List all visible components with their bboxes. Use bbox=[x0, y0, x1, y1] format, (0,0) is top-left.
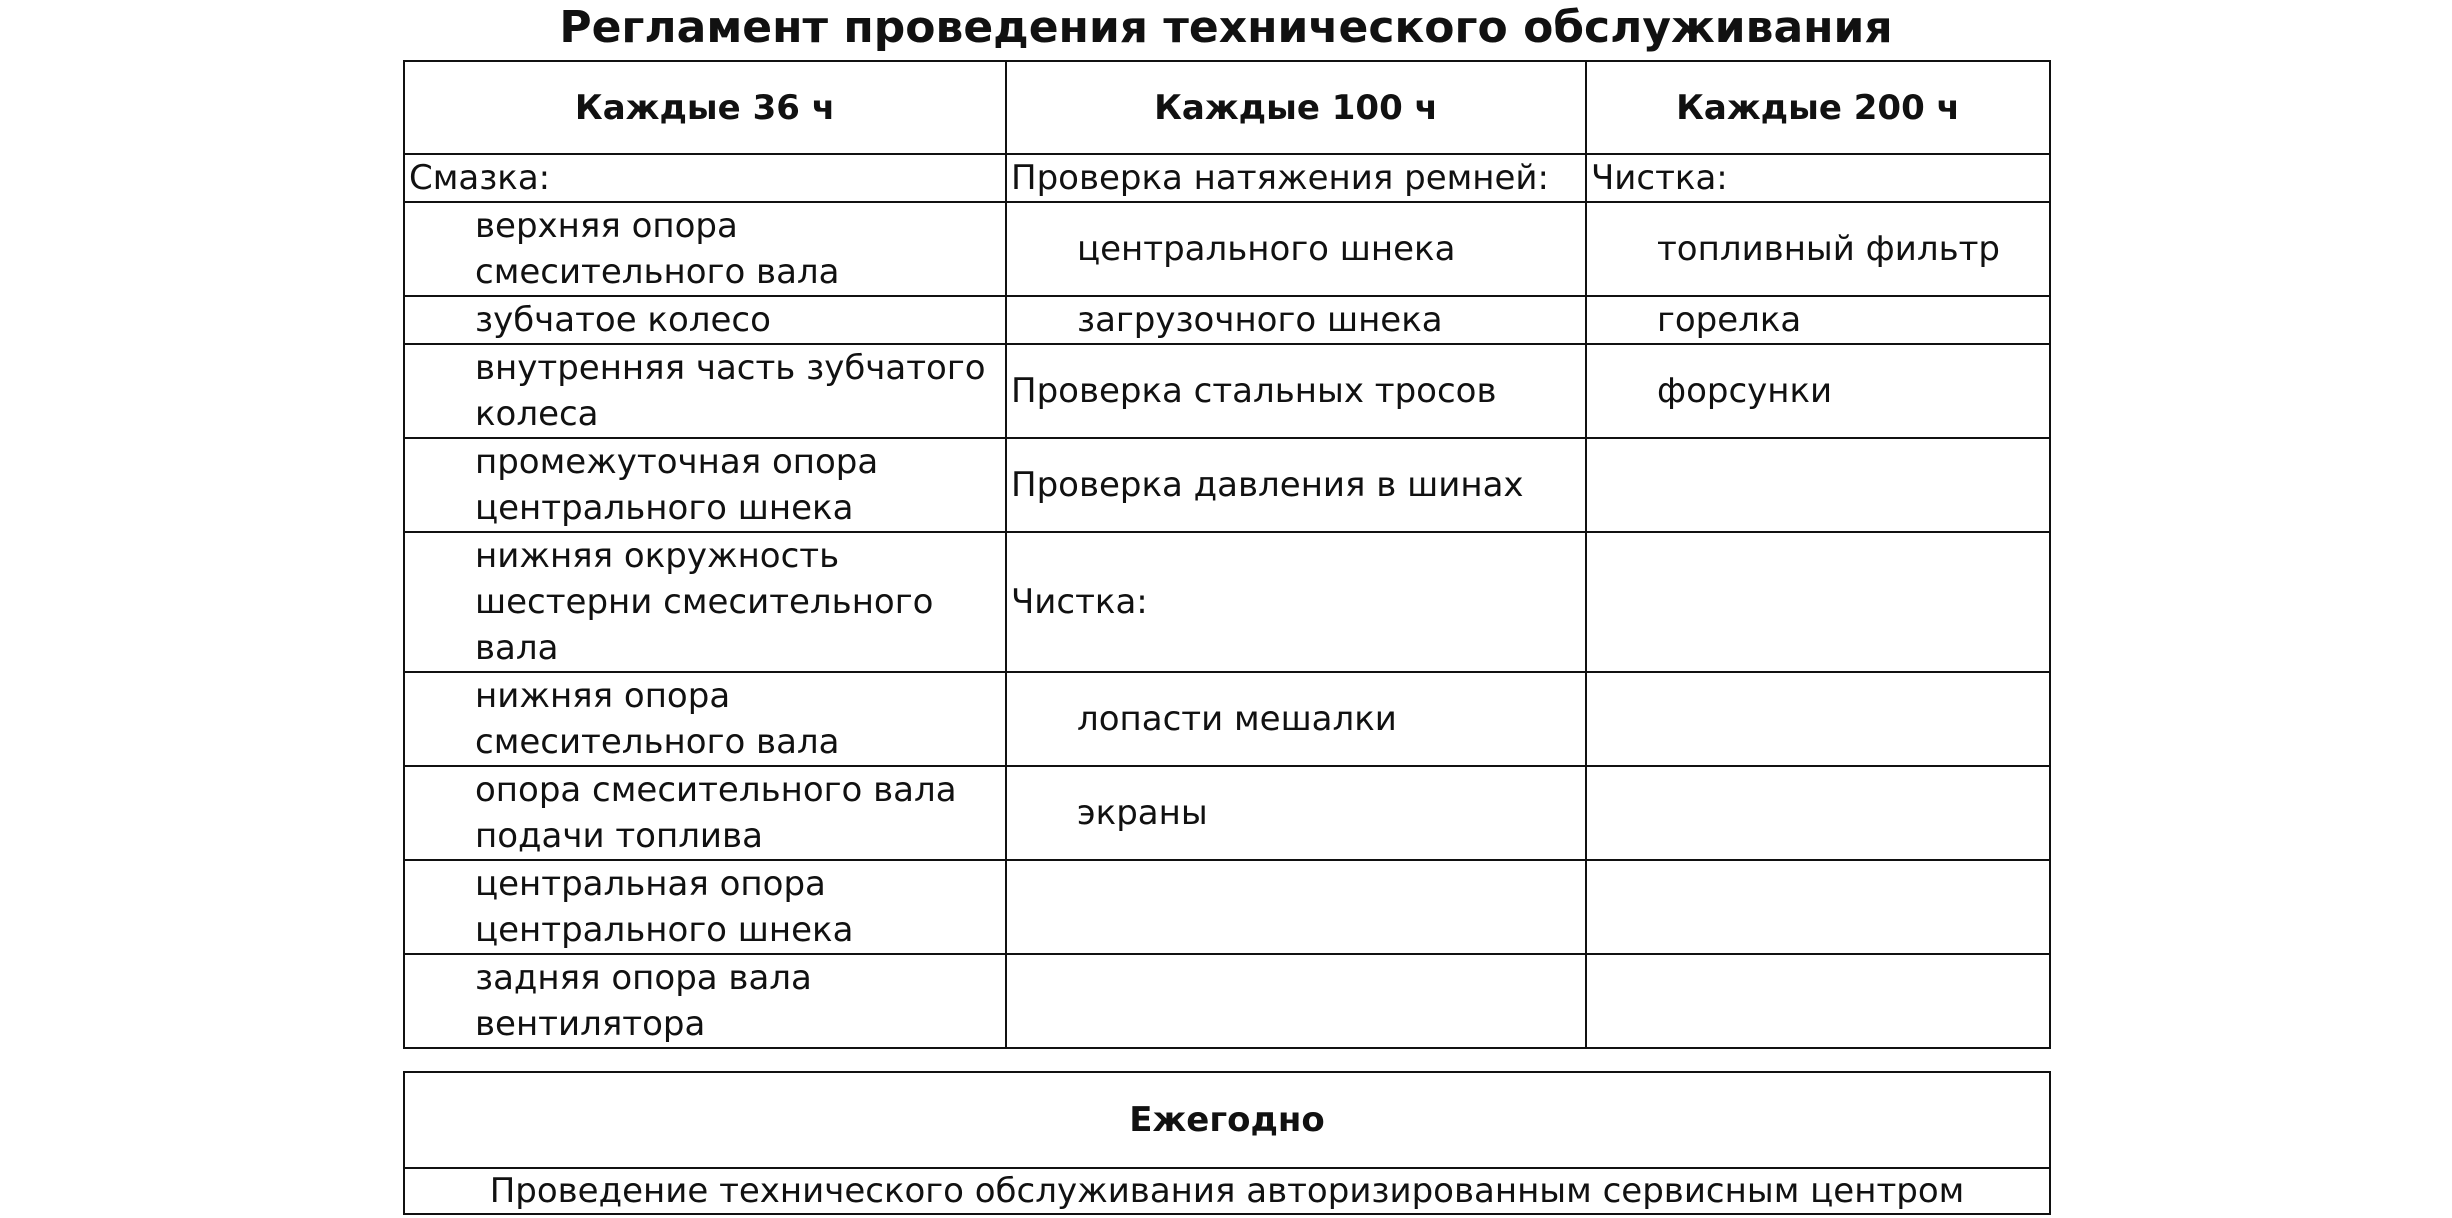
annual-text-row bbox=[404, 1168, 2050, 1214]
header-annually: Ежегодно bbox=[404, 1072, 2050, 1168]
table-cell: экраны bbox=[1006, 766, 1586, 860]
table-cell: задняя опора вала вентилятора bbox=[404, 954, 1006, 1048]
table-cell: нижняя опора смесительного вала bbox=[404, 672, 1006, 766]
table-row bbox=[404, 438, 2050, 532]
annual-table bbox=[403, 1071, 2051, 1215]
annual-header-row bbox=[404, 1072, 2050, 1168]
table-cell bbox=[1586, 860, 2050, 954]
table-row bbox=[404, 344, 2050, 438]
table-cell: Чистка: bbox=[1006, 532, 1586, 672]
table-cell: форсунки bbox=[1586, 344, 2050, 438]
table-cell bbox=[1586, 672, 2050, 766]
table-cell bbox=[1586, 766, 2050, 860]
table-cell: промежуточная опора центрального шнека bbox=[404, 438, 1006, 532]
table-cell: внутренняя часть зубчатого колеса bbox=[404, 344, 1006, 438]
table-cell: опора смесительного вала подачи топлива bbox=[404, 766, 1006, 860]
table-row bbox=[404, 672, 2050, 766]
table-cell: Проверка давления в шинах bbox=[1006, 438, 1586, 532]
table-cell bbox=[1006, 954, 1586, 1048]
schedule-table bbox=[403, 60, 2051, 1049]
table-cell: центрального шнека bbox=[1006, 202, 1586, 296]
table-cell: горелка bbox=[1586, 296, 2050, 344]
table-cell bbox=[1006, 860, 1586, 954]
table-row bbox=[404, 296, 2050, 344]
header-every-36h: Каждые 36 ч bbox=[404, 61, 1006, 154]
table-cell: Проверка натяжения ремней: bbox=[1006, 154, 1586, 202]
table-row bbox=[404, 954, 2050, 1048]
table-row bbox=[404, 154, 2050, 202]
table-row bbox=[404, 766, 2050, 860]
table-cell bbox=[1586, 954, 2050, 1048]
header-every-100h: Каждые 100 ч bbox=[1006, 61, 1586, 154]
table-row bbox=[404, 860, 2050, 954]
table-cell: центральная опора центрального шнека bbox=[404, 860, 1006, 954]
table-cell: зубчатое колесо bbox=[404, 296, 1006, 344]
table-cell: загрузочного шнека bbox=[1006, 296, 1586, 344]
table-cell bbox=[1586, 438, 2050, 532]
schedule-header-row bbox=[404, 61, 2050, 154]
table-cell: Смазка: bbox=[404, 154, 1006, 202]
header-every-200h: Каждые 200 ч bbox=[1586, 61, 2050, 154]
table-cell: Проверка стальных тросов bbox=[1006, 344, 1586, 438]
table-cell: лопасти мешалки bbox=[1006, 672, 1586, 766]
table-cell bbox=[1586, 532, 2050, 672]
table-row bbox=[404, 202, 2050, 296]
page-title: Регламент проведения технического обслуживания bbox=[403, 0, 2049, 56]
table-cell: топливный фильтр bbox=[1586, 202, 2050, 296]
table-cell: нижняя окружность шестерни смесительного вала bbox=[404, 532, 1006, 672]
annual-service-text: Проведение технического обслуживания авторизированным сервисным центром bbox=[404, 1168, 2050, 1214]
table-row bbox=[404, 532, 2050, 672]
table-cell: верхняя опора смесительного вала bbox=[404, 202, 1006, 296]
table-cell: Чистка: bbox=[1586, 154, 2050, 202]
